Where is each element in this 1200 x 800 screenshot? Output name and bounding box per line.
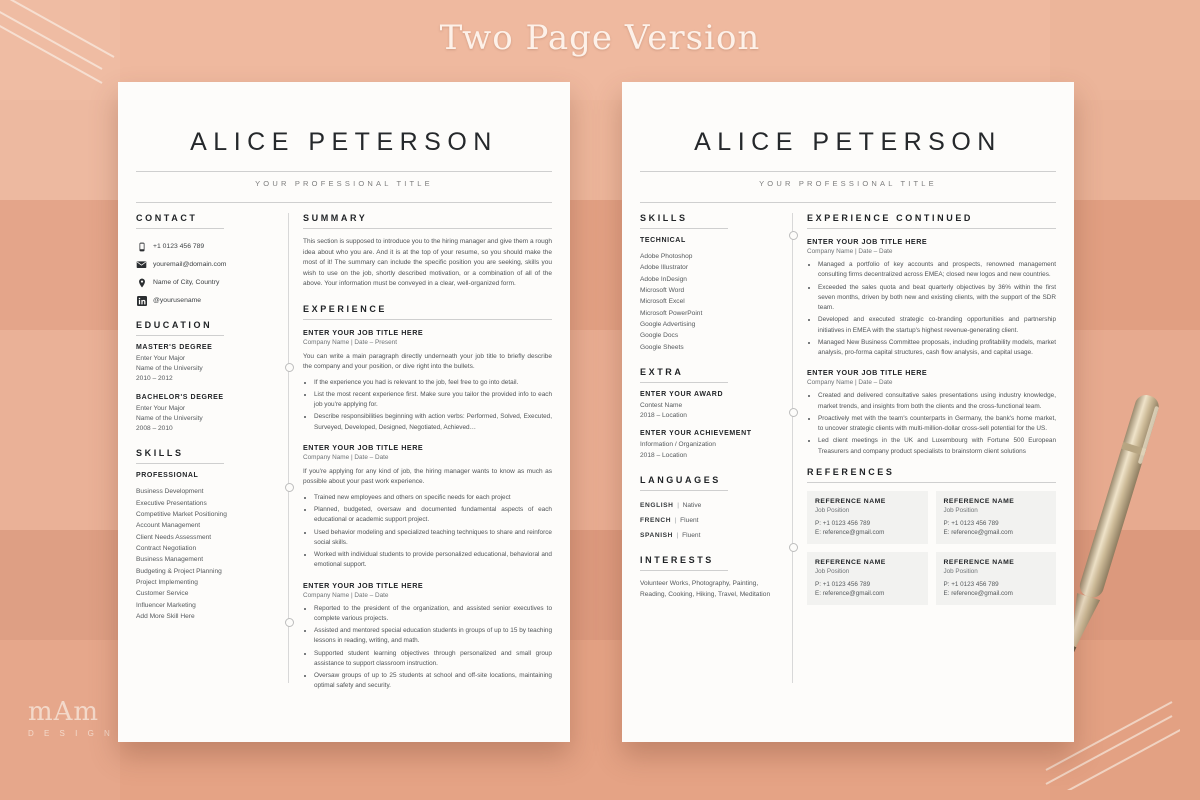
- reference-card: [807, 491, 928, 544]
- reference-name: REFERENCE NAME: [815, 497, 886, 505]
- job-meta: Company Name | Date – Date: [303, 591, 389, 599]
- watermark-subtitle: D E S I G N: [28, 729, 114, 738]
- resume-page-1: [118, 82, 570, 742]
- section-heading-skills: SKILLS: [640, 213, 688, 223]
- list-item: Microsoft PowerPoint: [640, 309, 703, 317]
- extra-title: ENTER YOUR AWARD: [640, 390, 724, 398]
- skills-list: [640, 251, 782, 353]
- list-item: Google Advertising: [640, 320, 696, 328]
- experience-section: [303, 304, 552, 692]
- reference-phone: P: +1 0123 456 789: [943, 519, 999, 527]
- section-heading-extra: EXTRA: [640, 366, 684, 377]
- education-school: Name of the University: [136, 414, 203, 422]
- list-item: Project Implementing: [136, 578, 198, 586]
- list-item: Executive Presentations: [136, 499, 207, 507]
- list-item: Adobe Photoshop: [640, 253, 693, 260]
- reference-phone: P: +1 0123 456 789: [815, 580, 871, 588]
- skills-section: [136, 448, 278, 622]
- reference-email: E: reference@gmail.com: [943, 528, 1013, 536]
- reference-position: Job Position: [943, 506, 978, 514]
- experience-item: [303, 581, 552, 692]
- job-bullets: [303, 378, 552, 433]
- reference-card: [936, 552, 1057, 605]
- list-item: • Reported to the president of the organization, and assisted senior executives to complete various projects.: [314, 604, 552, 625]
- timeline-dot: [285, 483, 294, 492]
- resume-page-2: [622, 82, 1074, 742]
- languages-section: [640, 475, 782, 542]
- job-title: ENTER YOUR JOB TITLE HERE: [303, 580, 424, 590]
- contact-section: [136, 213, 278, 306]
- job-meta: Company Name | Date – Date: [807, 379, 893, 387]
- extra-title: ENTER YOUR ACHIEVEMENT: [640, 430, 752, 438]
- resume-name: ALICE PETERSON: [190, 128, 498, 156]
- resume-name: ALICE PETERSON: [694, 128, 1002, 156]
- job-meta: Company Name | Date – Date: [807, 248, 893, 255]
- reference-email: E: reference@gmail.com: [815, 528, 885, 536]
- contact-email[interactable]: [136, 259, 278, 270]
- envelope-icon: [136, 259, 147, 270]
- contact-location[interactable]: [136, 277, 278, 288]
- reference-phone: P: +1 0123 456 789: [815, 519, 871, 527]
- divider: [640, 228, 728, 229]
- list-item: Google Docs: [640, 332, 679, 340]
- reference-email: E: reference@gmail.com: [943, 589, 1013, 597]
- timeline-dot: [285, 618, 294, 627]
- contact-linkedin[interactable]: [136, 295, 278, 306]
- experience-item: [807, 237, 1056, 358]
- list-item: Influencer Marketing: [136, 601, 196, 609]
- list-item: Adobe InDesign: [640, 275, 687, 283]
- experience-continued-section: [807, 213, 1056, 457]
- education-section: [136, 320, 278, 434]
- list-item: Adobe Illustrator: [640, 264, 689, 272]
- divider: [136, 463, 224, 464]
- column-divider: [288, 213, 289, 683]
- list-item: • Planned, budgeted, oversaw and documented fundamental aspects of each educational or academic support project.: [314, 505, 552, 526]
- list-item: Business Management: [136, 556, 204, 564]
- section-heading-languages: LANGUAGES: [640, 474, 721, 485]
- list-item: Business Development: [136, 488, 204, 496]
- list-item: Competitive Market Positioning: [136, 510, 227, 518]
- phone-icon: [136, 241, 147, 252]
- education-major: Enter Your Major: [136, 355, 186, 362]
- education-item: [136, 344, 278, 385]
- extra-item: [640, 391, 782, 421]
- section-heading-contact: CONTACT: [136, 213, 198, 223]
- list-item: Account Management: [136, 522, 201, 530]
- divider: [136, 228, 224, 229]
- list-item: • Supported student learning objectives through personalized and small group assistance to support classroom instruction.: [314, 649, 552, 670]
- mockup-title: Two Page Version: [439, 18, 761, 58]
- watermark-logo: mAm: [28, 697, 100, 727]
- reference-name: REFERENCE NAME: [815, 558, 886, 566]
- language-name: ENGLISH: [640, 501, 674, 509]
- list-item: • Developed and executed strategic co-branding opportunities and partnership initiatives in EMEA with the startup's highest revenue-generating client.: [818, 315, 1056, 336]
- section-heading-experience: EXPERIENCE: [303, 303, 388, 314]
- map-pin-icon: [136, 277, 147, 288]
- list-item: • Used behavior modeling and specialized teaching techniques to share and reinforce social skills.: [314, 528, 552, 549]
- divider: [303, 319, 552, 320]
- list-item: • Led client meetings in the UK and Luxembourg with Fortune 500 European Treasurers and company product specialists to brainstorm client solutions: [818, 436, 1056, 457]
- column-divider: [792, 213, 793, 683]
- divider: [136, 171, 552, 172]
- language-name: SPANISH: [640, 532, 674, 540]
- list-item: • Describe responsibilities beginning with action verbs: Performed, Solved, Executed, Surveyed, Developed, Designed, Negotiated, Achieved…: [314, 412, 552, 433]
- list-item: • Exceeded the sales quota and beat quarterly objectives by 36% within the first seven months, driven by both new and existing clients, with the support of the SDR team.: [818, 283, 1056, 314]
- background-column: [0, 0, 120, 800]
- extra-meta: 2018 – Location: [640, 412, 687, 420]
- reference-card: [807, 552, 928, 605]
- section-heading-education: EDUCATION: [136, 320, 213, 330]
- linkedin-icon: [136, 295, 147, 306]
- list-item: • Managed a portfolio of key accounts and prospects, renowned management consulting firms decentralized across EMEA; closed new logos and new countries.: [818, 260, 1056, 281]
- language-level: Native: [682, 501, 702, 509]
- extra-subtitle: Contest Name: [640, 401, 683, 409]
- designer-watermark: [28, 697, 114, 738]
- list-item: • List the most recent experience first. Make sure you tailor the provided info to each job you're applying for.: [314, 390, 552, 411]
- summary-section: [303, 213, 552, 290]
- list-item: Add More Skill Here: [136, 612, 195, 620]
- list-item: • Proactively met with the team's counterparts in Germany, the bank's home market, to uncover strategic clients with multi-million-dollar cross-sell potential for the US.: [818, 414, 1056, 435]
- list-item: • Assisted and mentored special education students in groups of up to 15 by teaching lessons in reading, writing, and math.: [314, 626, 552, 647]
- education-years: 2010 – 2012: [136, 375, 173, 383]
- list-item: • Created and delivered consultative sales presentations using industry knowledge, market trends, and insights from both the clients and the cross-functional team.: [818, 391, 1056, 412]
- language-item: SPANISH | Fluent: [640, 532, 701, 540]
- divider: [807, 228, 1056, 229]
- contact-phone[interactable]: [136, 241, 278, 252]
- interests-section: [640, 555, 782, 599]
- job-title: ENTER YOUR JOB TITLE HERE: [303, 442, 424, 452]
- extra-section: [640, 367, 782, 461]
- divider: [640, 171, 1056, 172]
- reference-name: REFERENCE NAME: [943, 558, 1015, 566]
- list-item: Client Needs Assessment: [136, 533, 212, 541]
- section-heading-skills: SKILLS: [136, 448, 184, 459]
- skills-subheading: TECHNICAL: [640, 237, 686, 244]
- job-paragraph: If you're applying for any kind of job, the hiring manager wants to know as much as possible about your past work experience.: [303, 467, 552, 486]
- experience-item: [303, 328, 552, 433]
- divider: [640, 382, 728, 383]
- section-heading-summary: SUMMARY: [303, 213, 368, 223]
- section-heading-experience-continued: EXPERIENCE CONTINUED: [807, 213, 974, 223]
- education-item: [136, 394, 278, 435]
- divider: [303, 228, 552, 229]
- divider: [136, 202, 552, 203]
- list-item: Microsoft Word: [640, 286, 685, 294]
- education-degree: MASTER'S DEGREE: [136, 344, 213, 351]
- job-bullets: [303, 604, 552, 692]
- section-heading-interests: INTERESTS: [640, 555, 714, 566]
- job-title: ENTER YOUR JOB TITLE HERE: [807, 237, 928, 246]
- divider: [807, 482, 1056, 483]
- list-item: • Oversaw groups of up to 25 students at school and off-site locations, maintaining optimal safety and security.: [314, 671, 552, 692]
- list-item: • Trained new employees and others on specific needs for each project: [314, 493, 552, 503]
- list-item: Budgeting & Project Planning: [136, 567, 222, 575]
- experience-item: [303, 443, 552, 571]
- resume-professional-title: YOUR PROFESSIONAL TITLE: [255, 179, 433, 188]
- job-meta: Company Name | Date – Date: [303, 453, 389, 461]
- section-heading-references: REFERENCES: [807, 466, 895, 477]
- reference-email: E: reference@gmail.com: [815, 589, 885, 597]
- job-bullets: [807, 391, 1056, 457]
- contact-email-value: youremail@domain.com: [153, 261, 227, 268]
- skills-subheading: PROFESSIONAL: [136, 472, 199, 480]
- language-name: FRENCH: [640, 517, 672, 525]
- language-level: Fluent: [680, 517, 699, 525]
- references-section: [807, 467, 1056, 605]
- divider: [136, 335, 224, 336]
- education-major: Enter Your Major: [136, 404, 186, 412]
- contact-location-value: Name of City, Country: [153, 279, 220, 286]
- job-paragraph: You can write a main paragraph directly underneath your job title to briefly describe the company and your position, or dive right into the bullets.: [303, 352, 552, 371]
- job-bullets: [303, 493, 552, 571]
- reference-phone: P: +1 0123 456 789: [943, 580, 999, 588]
- language-item: FRENCH | Fluent: [640, 517, 699, 525]
- reference-position: Job Position: [943, 567, 978, 575]
- experience-item: [807, 368, 1056, 457]
- extra-subtitle: Information / Organization: [640, 441, 716, 449]
- interests-text: Volunteer Works, Photography, Painting, Reading, Cooking, Hiking, Travel, Meditation: [640, 580, 771, 598]
- reference-card: [936, 491, 1057, 544]
- contact-phone-value: +1 0123 456 789: [153, 243, 205, 250]
- divider: [640, 202, 1056, 203]
- extra-meta: 2018 – Location: [640, 451, 687, 459]
- reference-position: Job Position: [815, 506, 850, 514]
- job-meta: Company Name | Date – Present: [303, 338, 398, 346]
- skills-list: [136, 486, 278, 622]
- divider: [640, 490, 728, 491]
- list-item: • If the experience you had is relevant to the job, feel free to go into detail.: [314, 378, 552, 388]
- education-years: 2008 – 2010: [136, 425, 173, 433]
- summary-text: This section is supposed to introduce you to the hiring manager and give them a rough idea about who you are. And it is at the top of your resume, so you should make the most of it! The summary can include the specific position you are seeking, skills you wish to use on the job, shortly described motivation, or a combination of all of the above. Your information must be conveyed in a clear, well-organized form.: [303, 238, 552, 288]
- timeline-dot: [789, 231, 798, 240]
- education-school: Name of the University: [136, 365, 203, 373]
- list-item: Customer Service: [136, 590, 189, 598]
- reference-name: REFERENCE NAME: [943, 497, 1015, 505]
- timeline-dot: [789, 408, 798, 417]
- timeline-dot: [285, 363, 294, 372]
- list-item: Contract Negotiation: [136, 544, 197, 552]
- language-level: Fluent: [682, 532, 701, 540]
- list-item: • Worked with individual students to provide personalized educational, behavioral and emotional support.: [314, 550, 552, 571]
- job-title: ENTER YOUR JOB TITLE HERE: [807, 368, 928, 378]
- extra-item: [640, 430, 782, 460]
- list-item: Microsoft Excel: [640, 298, 685, 306]
- education-degree: BACHELOR'S DEGREE: [136, 393, 224, 401]
- job-title: ENTER YOUR JOB TITLE HERE: [303, 327, 424, 337]
- contact-linkedin-value: @yourusename: [153, 297, 202, 304]
- technical-skills-section: [640, 213, 782, 353]
- job-bullets: [807, 260, 1056, 358]
- reference-position: Job Position: [815, 567, 850, 575]
- list-item: • Managed New Business Committee proposals, including profitability models, market analysis, pro-forma capital structures, cash flow analysis, and capital usage.: [818, 338, 1056, 359]
- references-grid: [807, 491, 1056, 605]
- divider: [640, 570, 728, 571]
- timeline-dot: [789, 543, 798, 552]
- list-item: Google Sheets: [640, 343, 684, 351]
- language-item: ENGLISH | Native: [640, 501, 702, 509]
- resume-professional-title: YOUR PROFESSIONAL TITLE: [759, 179, 937, 188]
